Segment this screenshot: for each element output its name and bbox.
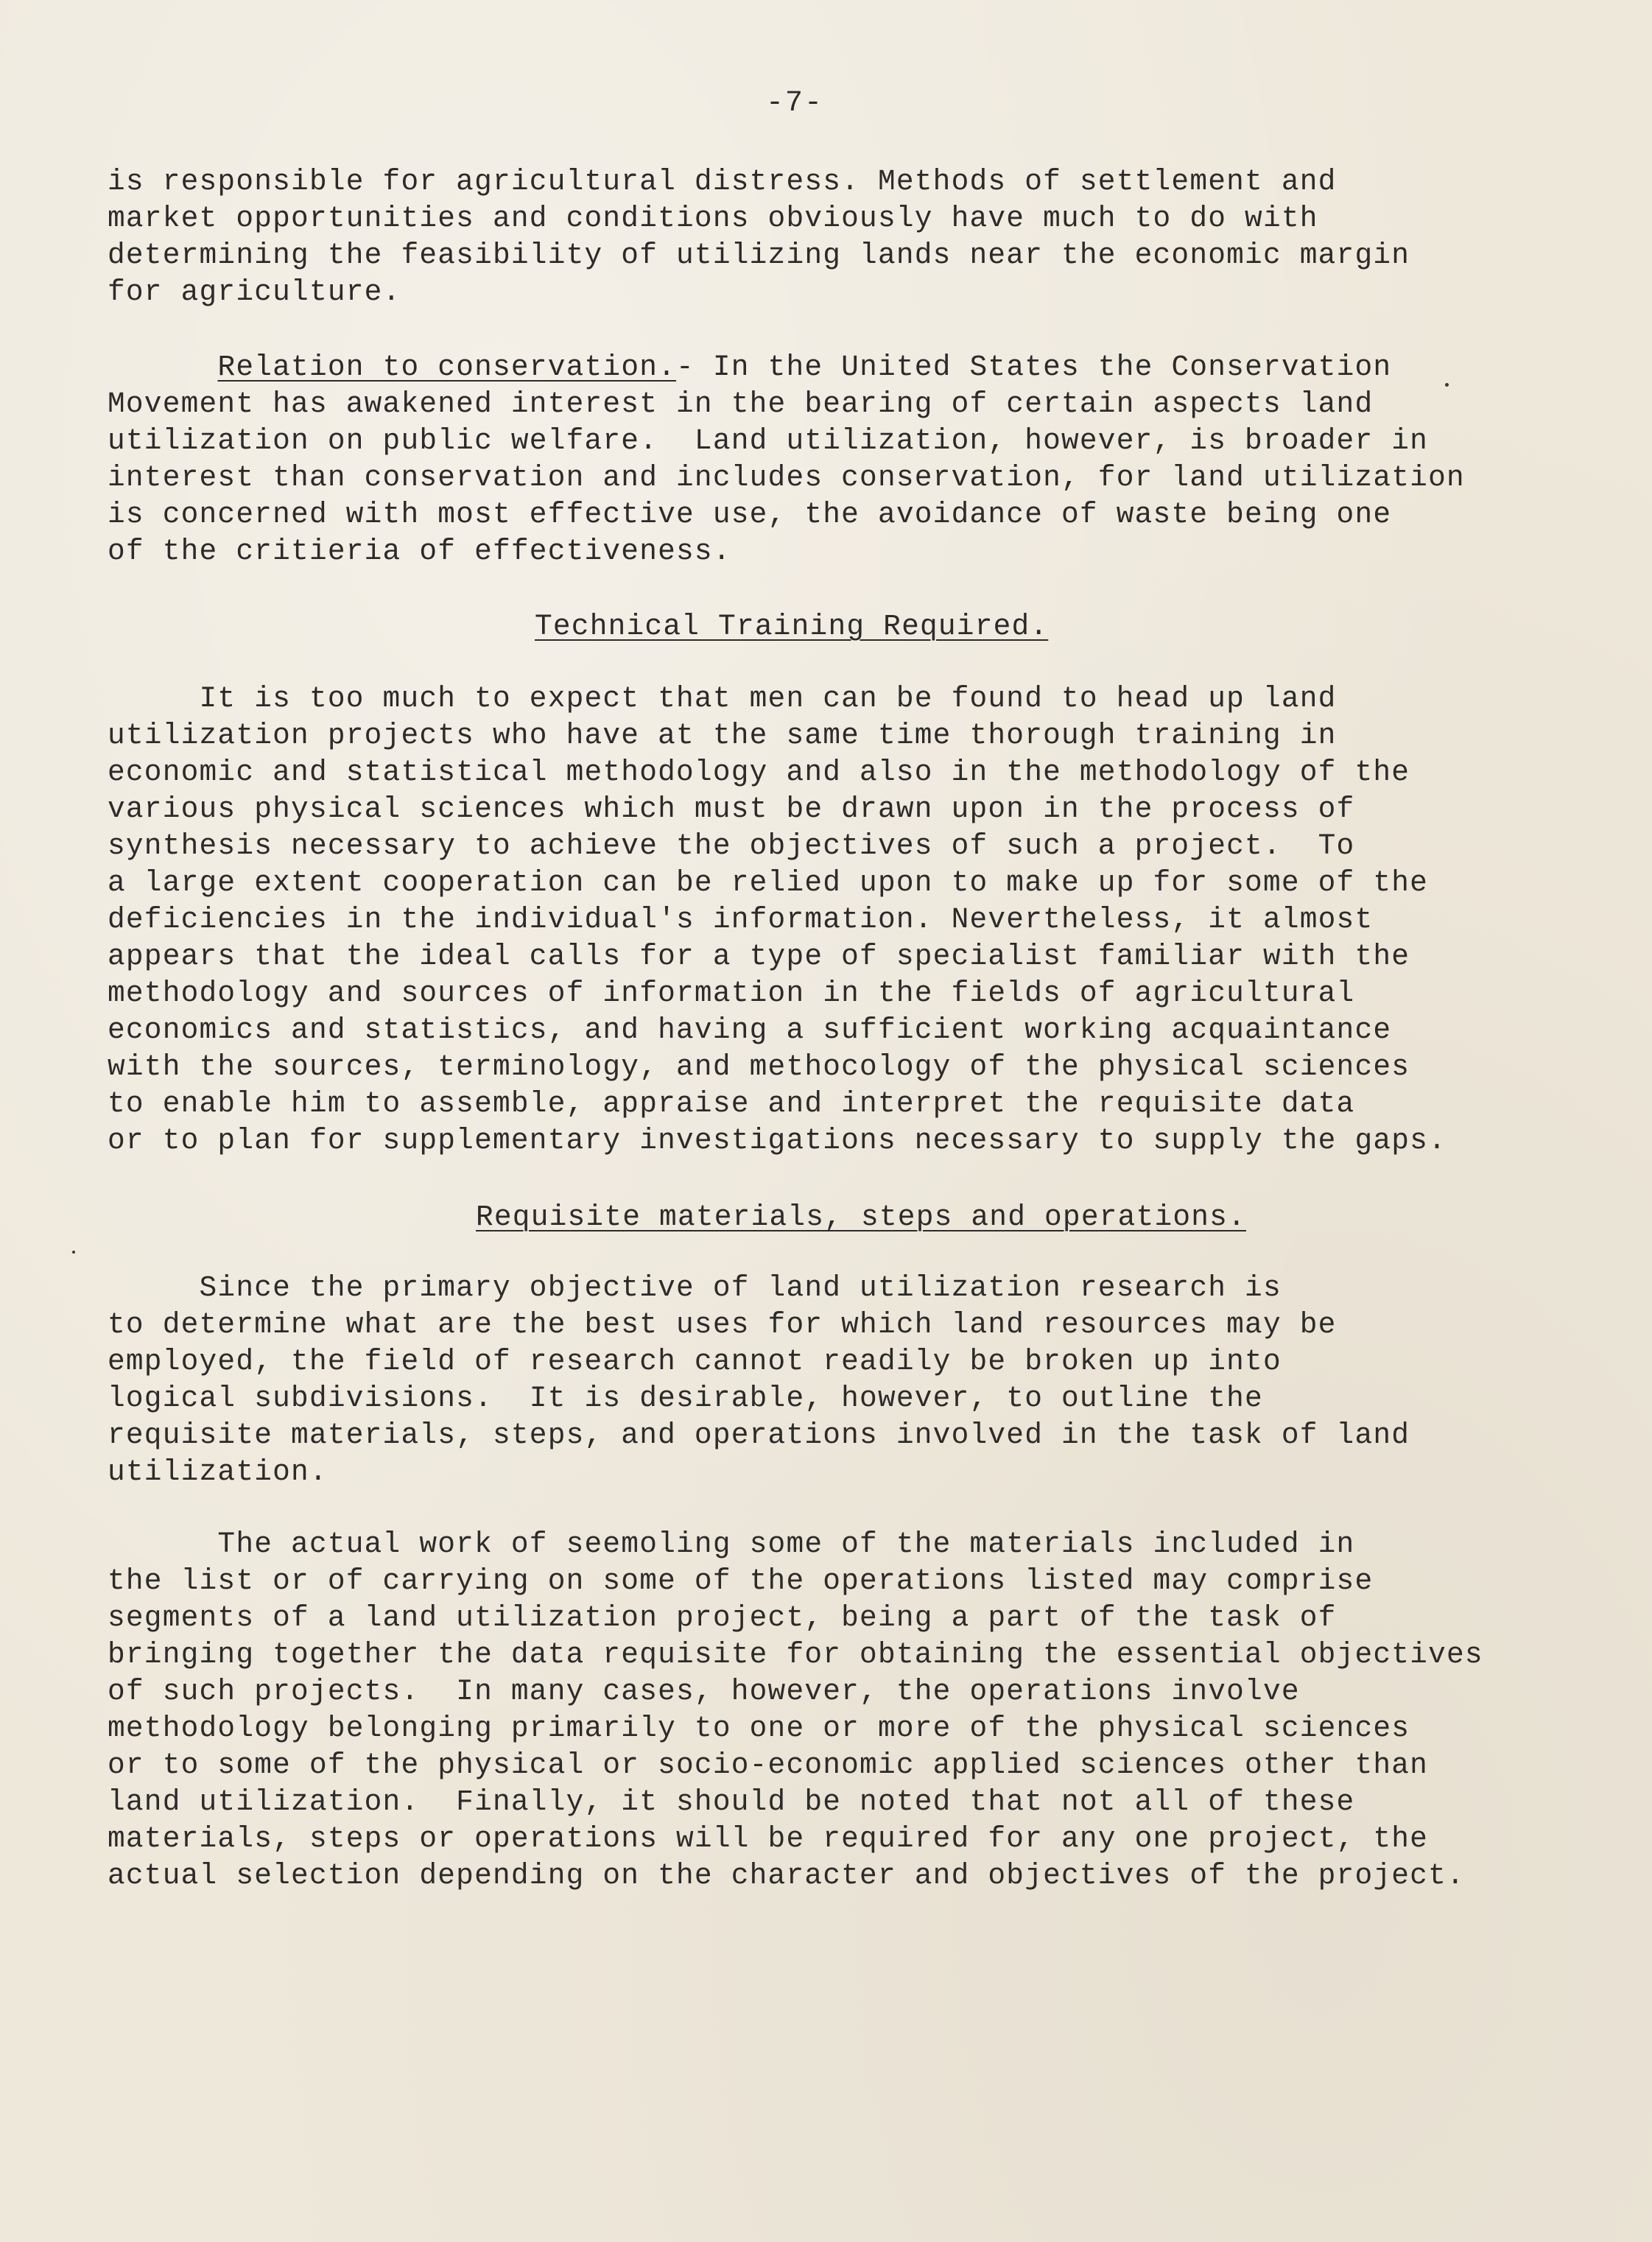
requisite-heading: Requisite materials, steps and operations. <box>476 1201 1246 1234</box>
text-line: utilization. <box>108 1455 328 1489</box>
text-line: of such projects. In many cases, however, the operations involve <box>108 1675 1300 1708</box>
text-line: a large extent cooperation can be relied upon to make up for some of the <box>108 866 1429 899</box>
conservation-first-line-text: - In the United States the Conservation <box>676 351 1392 384</box>
text-line: methodology and sources of information in the fields of agricultural <box>108 977 1355 1010</box>
text-line: segments of a land utilization project, being a part of the task of <box>108 1601 1337 1634</box>
text-line: actual selection depending on the character and objectives of the project. <box>108 1859 1465 1892</box>
conservation-paragraph <box>108 349 1551 570</box>
paper-speck <box>1445 383 1449 387</box>
text-line: economics and statistics, and having a sufficient working acquaintance <box>108 1013 1392 1047</box>
text-line: or to some of the physical or socio-economic applied sciences other than <box>108 1749 1429 1782</box>
text-line: determining the feasibility of utilizing lands near the economic margin <box>108 239 1410 272</box>
text-line: requisite materials, steps, and operations involved in the task of land <box>108 1419 1410 1452</box>
text-line: utilization projects who have at the same time thorough training in <box>108 719 1337 752</box>
text-line: of the critieria of effectiveness. <box>108 535 731 568</box>
paper-speck <box>72 1251 75 1254</box>
conservation-first-line <box>108 349 1551 386</box>
training-paragraph <box>108 681 1551 1159</box>
text-line: appears that the ideal calls for a type of specialist familiar with the <box>108 940 1410 973</box>
text-line: interest than conservation and includes conservation, for land utilization <box>108 461 1465 494</box>
text-line: synthesis necessary to achieve the objectives of such a project. To <box>108 829 1355 862</box>
text-line: various physical sciences which must be drawn upon in the process of <box>108 793 1355 826</box>
text-line: or to plan for supplementary investigations necessary to supply the gaps. <box>108 1124 1447 1157</box>
text-line: is responsible for agricultural distress. Methods of settlement and <box>108 165 1337 198</box>
text-line: deficiencies in the individual's information. Nevertheless, it almost <box>108 903 1374 936</box>
text-line: the list or of carrying on some of the operations listed may comprise <box>108 1564 1374 1598</box>
text-line: utilization on public welfare. Land utilization, however, is broader in <box>108 424 1429 457</box>
conservation-heading: Relation to conservation. <box>217 351 677 384</box>
text-line: employed, the field of research cannot readily be broken up into <box>108 1345 1282 1378</box>
text-line: is concerned with most effective use, the avoidance of waste being one <box>108 498 1392 531</box>
text-line: The actual work of seemoling some of the materials included in <box>108 1528 1355 1561</box>
requisite-paragraph-1 <box>108 1270 1551 1491</box>
text-line: materials, steps or operations will be required for any one project, the <box>108 1822 1429 1855</box>
text-line: It is too much to expect that men can be found to head up land <box>108 682 1337 715</box>
text-line: economic and statistical methodology and also in the methodology of the <box>108 756 1410 789</box>
text-line: bringing together the data requisite for obtaining the essential objectives <box>108 1638 1483 1671</box>
text-line: logical subdivisions. It is desirable, however, to outline the <box>108 1382 1263 1415</box>
requisite-paragraph-2 <box>108 1526 1551 1894</box>
text-line: land utilization. Finally, it should be noted that not all of these <box>108 1785 1355 1818</box>
text-line: Since the primary objective of land utilization research is <box>108 1271 1282 1304</box>
text-line: to determine what are the best uses for which land resources may be <box>108 1308 1337 1341</box>
text-line: with the sources, terminology, and methocology of the physical sciences <box>108 1050 1410 1083</box>
text-line: market opportunities and conditions obviously have much to do with <box>108 202 1318 235</box>
text-line: for agriculture. <box>108 275 401 309</box>
text-line: to enable him to assemble, appraise and interpret the requisite data <box>108 1087 1355 1120</box>
intro-paragraph <box>108 164 1551 311</box>
page-number: -7- <box>766 87 824 120</box>
text-line: Movement has awakened interest in the bearing of certain aspects land <box>108 387 1374 421</box>
text-line: methodology belonging primarily to one or more of the physical sciences <box>108 1712 1410 1745</box>
training-heading: Technical Training Required. <box>535 610 1049 643</box>
